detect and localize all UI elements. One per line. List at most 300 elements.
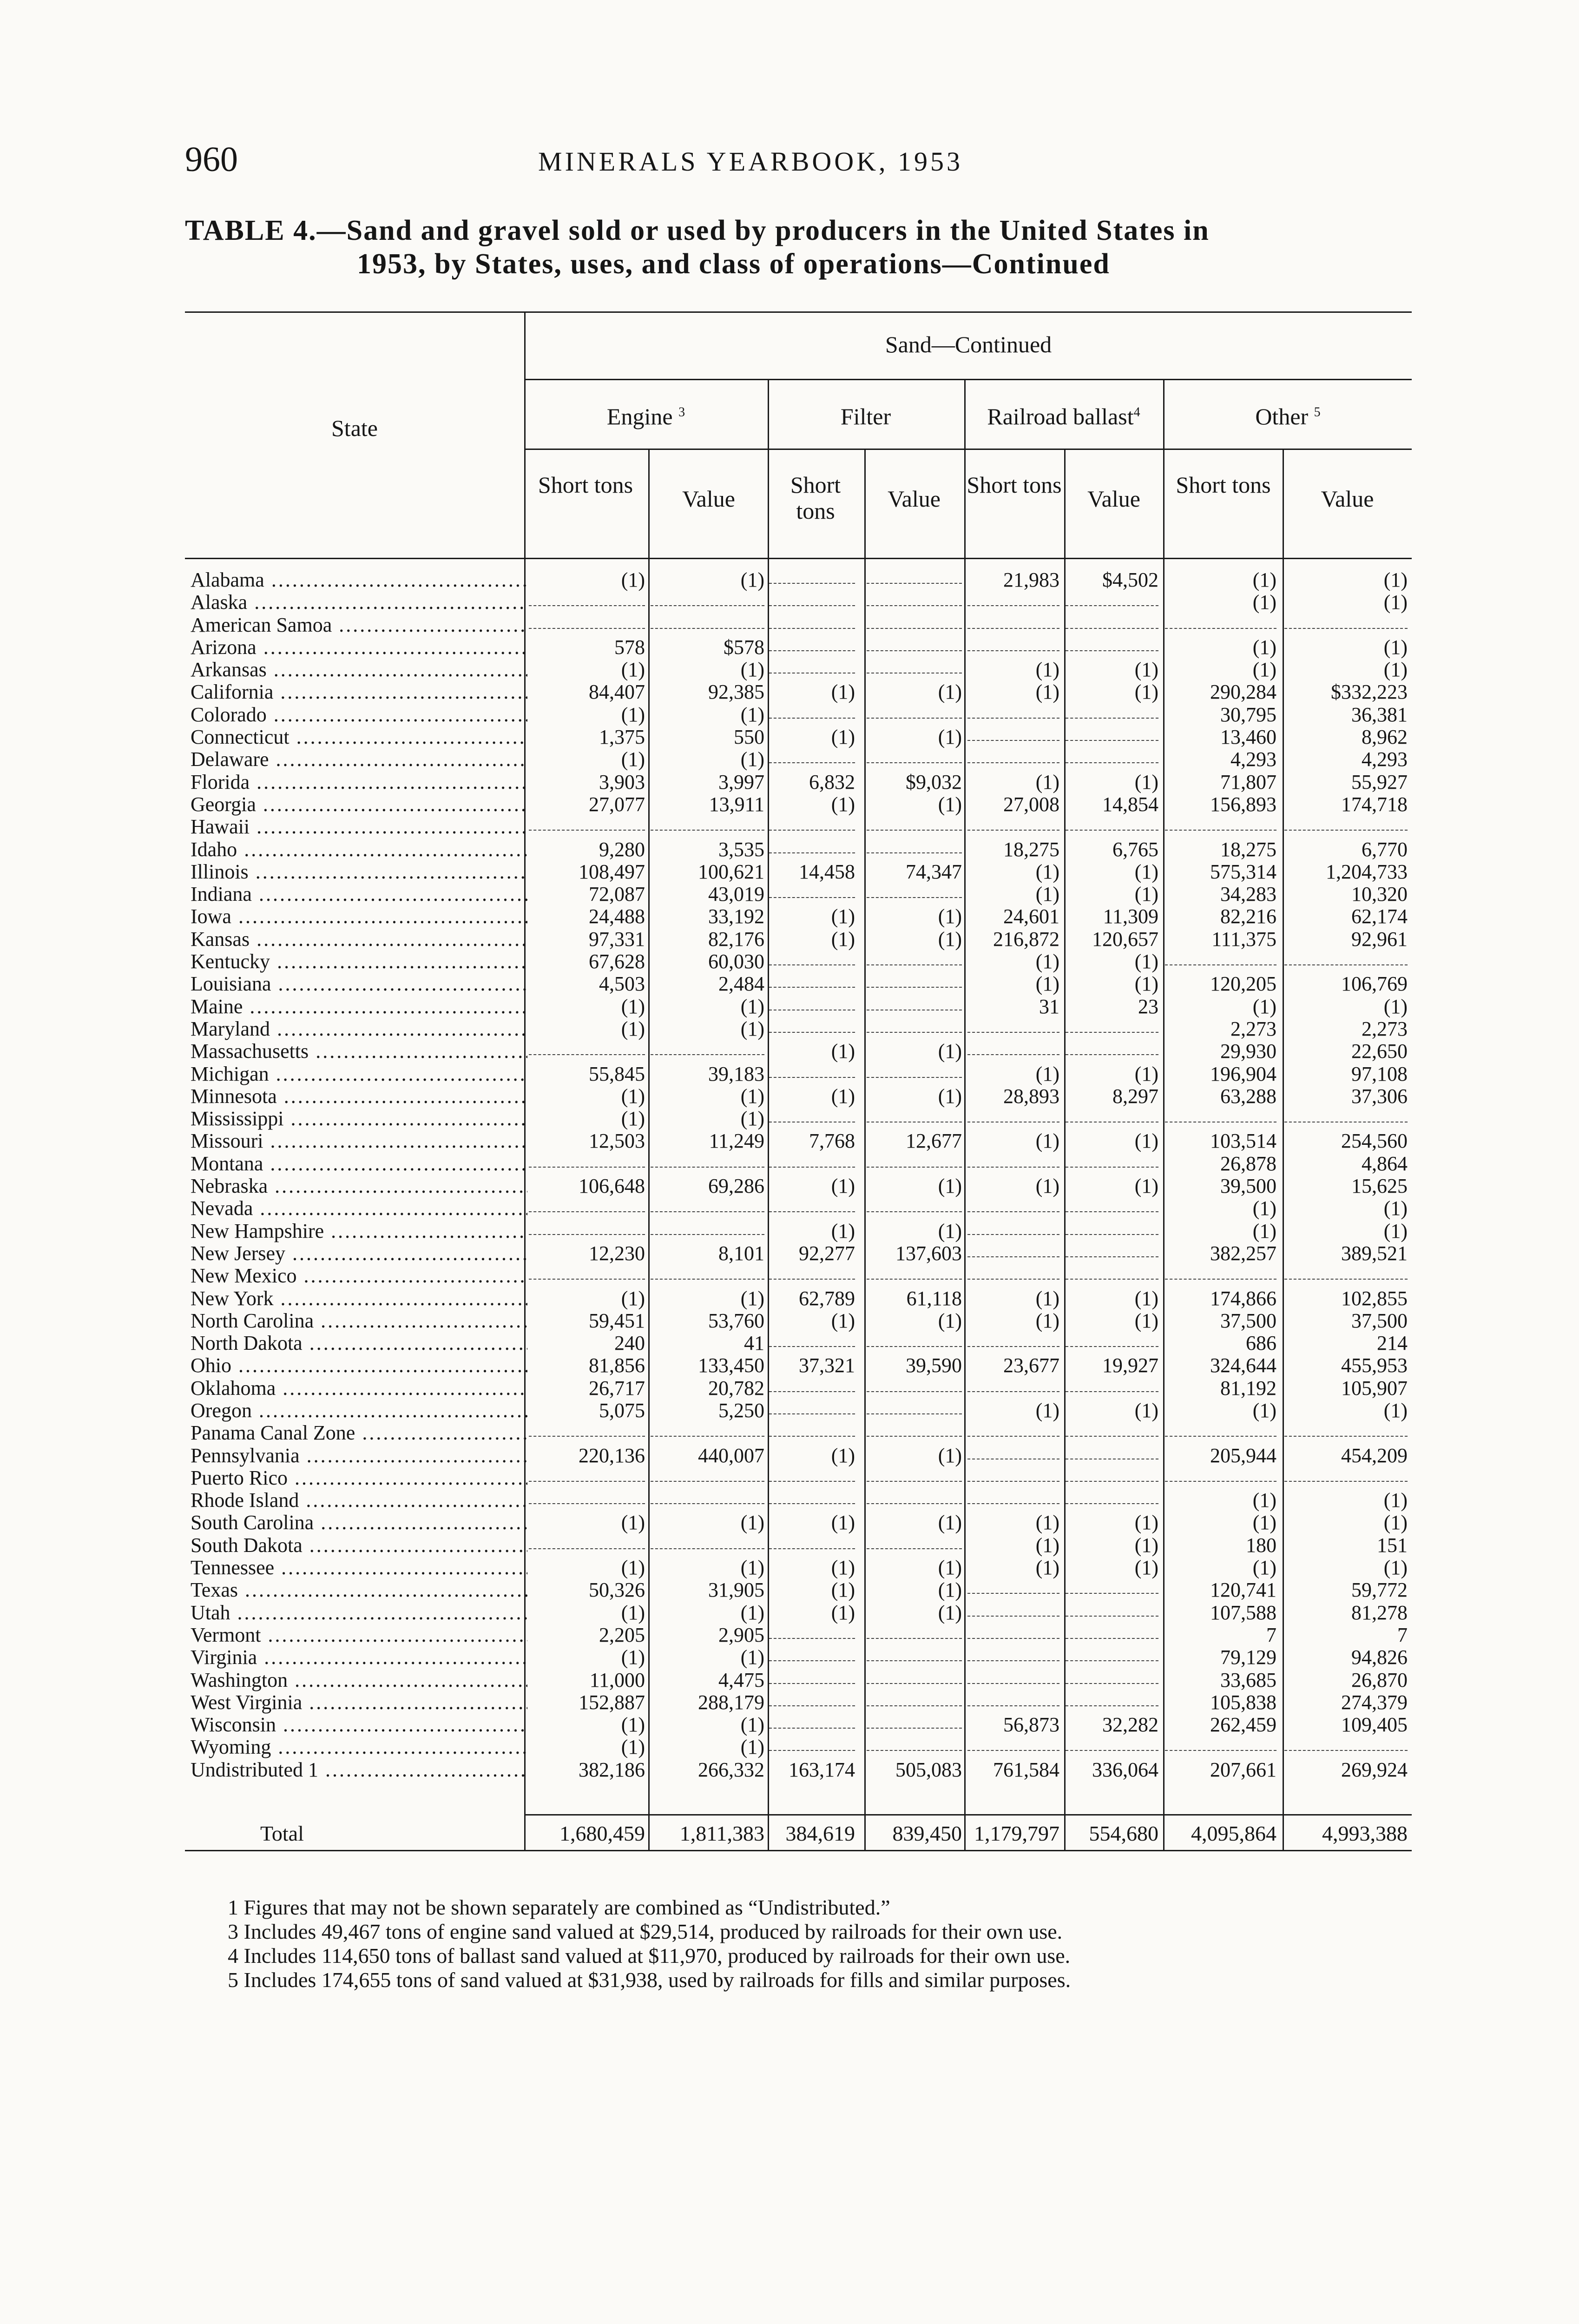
table-cell — [867, 1467, 962, 1482]
table-cell — [1066, 591, 1158, 606]
table-cell: 103,514 — [1210, 1129, 1276, 1153]
state-name: New York ..... — [191, 1287, 527, 1310]
table-cell: 9,280 — [599, 838, 645, 861]
table-row — [191, 1063, 1413, 1085]
table-cell: 205,944 — [1210, 1444, 1276, 1467]
table-cell: (1) — [1134, 1511, 1158, 1534]
table-cell — [651, 1467, 764, 1482]
table-cell: (1) — [831, 1444, 855, 1467]
table-cell: 39,590 — [906, 1354, 962, 1377]
state-name: Oklahoma ..... — [191, 1377, 527, 1400]
table-cell — [867, 838, 962, 853]
table-cell — [867, 1489, 962, 1504]
total-cell: 384,619 — [785, 1822, 855, 1845]
table-cell: (1) — [740, 658, 764, 681]
table-cell: (1) — [1035, 1287, 1059, 1310]
table-cell: 13,911 — [709, 792, 764, 816]
table-cell — [1066, 1691, 1158, 1706]
table-cell: (1) — [938, 726, 962, 749]
table-cell: 220,136 — [579, 1444, 645, 1467]
table-cell — [967, 1624, 1059, 1639]
table-cell: 262,459 — [1210, 1713, 1276, 1736]
table-cell: 55,845 — [589, 1062, 645, 1085]
state-name: New Jersey ..... — [191, 1242, 527, 1265]
table-cell — [967, 1040, 1059, 1055]
table-cell: (1) — [621, 1287, 645, 1310]
table-cell — [651, 614, 764, 629]
table-cell: 4,864 — [1362, 1152, 1408, 1175]
table-cell — [1066, 704, 1158, 719]
table-cell: (1) — [1383, 568, 1408, 591]
table-cell: 120,657 — [1092, 927, 1158, 951]
footnotes — [228, 1895, 1389, 1992]
table-cell — [1066, 1669, 1158, 1684]
table-cell — [1165, 1265, 1276, 1280]
table-cell: (1) — [831, 1084, 855, 1108]
engine-label: Engine — [606, 403, 673, 429]
total-cell: 1,811,383 — [679, 1822, 764, 1845]
state-name: Utah ..... — [191, 1602, 527, 1624]
table-cell: 59,772 — [1351, 1578, 1408, 1602]
table-cell: 174,866 — [1210, 1287, 1276, 1310]
table-cell: (1) — [1134, 1175, 1158, 1198]
table-cell: 71,807 — [1220, 770, 1276, 793]
table-cell: 4,293 — [1362, 748, 1408, 771]
table-cell: 2,273 — [1230, 1017, 1276, 1040]
table-cell: (1) — [831, 1309, 855, 1332]
table-cell: (1) — [1252, 568, 1276, 591]
table-cell — [651, 591, 764, 606]
table-cell: 133,450 — [698, 1354, 764, 1377]
table-cell: (1) — [1383, 1197, 1408, 1220]
table-cell — [967, 1489, 1059, 1504]
table-cell: (1) — [621, 748, 645, 771]
table-cell: 3,903 — [599, 770, 645, 793]
table-cell — [769, 973, 855, 988]
table-cell: 29,930 — [1220, 1040, 1276, 1063]
table-cell: (1) — [1035, 1556, 1059, 1579]
other-note: 5 — [1314, 405, 1321, 420]
table-cell: (1) — [1134, 680, 1158, 704]
table-cell — [529, 816, 645, 831]
table-cell — [867, 1669, 962, 1684]
table-cell: (1) — [938, 905, 962, 928]
table-cell — [867, 883, 962, 898]
filter-label: Filter — [840, 403, 891, 429]
table-cell — [967, 1018, 1059, 1033]
table-cell: 389,521 — [1341, 1241, 1408, 1265]
table-cell: (1) — [1383, 1489, 1408, 1512]
table-cell: 7 — [1266, 1623, 1276, 1646]
table-cell: (1) — [1134, 1129, 1158, 1153]
table-cell — [867, 1646, 962, 1661]
state-name: Indiana ..... — [191, 883, 527, 905]
table-cell: 92,277 — [799, 1241, 855, 1265]
table-cell — [1066, 1153, 1158, 1168]
table-cell: 33,192 — [708, 905, 764, 928]
state-header: State — [331, 415, 378, 441]
table-cell: (1) — [1035, 1533, 1059, 1557]
table-cell: (1) — [938, 1309, 962, 1332]
table-cell — [1066, 816, 1158, 831]
table-cell — [1066, 1018, 1158, 1033]
table-cell — [867, 1153, 962, 1168]
table-cell — [769, 1646, 855, 1661]
table-row — [191, 928, 1413, 951]
table-cell — [529, 1534, 645, 1549]
table-cell: 22,650 — [1351, 1040, 1408, 1063]
table-cell — [529, 1040, 645, 1055]
table-cell — [1066, 1489, 1158, 1504]
filter-value-header: Value — [888, 486, 941, 512]
state-name: Louisiana ..... — [191, 973, 527, 995]
footnote: 3 Includes 49,467 tons of engine sand valued at $29,514, produced by railroads for their own use. — [228, 1920, 1063, 1943]
table-row — [191, 771, 1413, 793]
state-name: Maine ..... — [191, 996, 527, 1018]
table-cell: 74,347 — [906, 860, 962, 883]
table-cell — [769, 1422, 855, 1437]
table-cell: 39,500 — [1220, 1175, 1276, 1198]
table-row — [191, 816, 1413, 838]
table-cell: (1) — [1134, 860, 1158, 883]
state-name: Mississippi ..... — [191, 1108, 527, 1130]
table-cell: (1) — [1134, 1062, 1158, 1085]
table-cell — [769, 748, 855, 763]
table-cell: (1) — [740, 1017, 764, 1040]
table-cell — [769, 1332, 855, 1347]
table-cell — [867, 996, 962, 1010]
table-cell — [1165, 1422, 1276, 1437]
state-name: Kentucky ..... — [191, 951, 527, 973]
total-cell: 4,993,388 — [1322, 1822, 1408, 1845]
table-bottom-rule — [185, 1850, 1412, 1851]
state-name: Connecticut ..... — [191, 726, 527, 748]
table-cell: 2,484 — [718, 972, 764, 996]
table-cell — [769, 1691, 855, 1706]
table-cell — [867, 1108, 962, 1122]
table-cell: 27,008 — [1003, 792, 1059, 816]
table-cell: (1) — [938, 1511, 962, 1534]
table-cell: 12,677 — [906, 1129, 962, 1153]
state-name: Delaware ..... — [191, 748, 527, 771]
table-cell — [1066, 1377, 1158, 1392]
state-name: Maryland ..... — [191, 1018, 527, 1040]
table-cell — [867, 659, 962, 673]
table-cell: 81,856 — [589, 1354, 645, 1377]
table-cell — [967, 704, 1059, 719]
table-cell — [967, 1197, 1059, 1212]
table-cell: 61,118 — [906, 1287, 962, 1310]
table-cell — [967, 1579, 1059, 1594]
table-cell: 274,379 — [1341, 1690, 1408, 1714]
table-cell: (1) — [1035, 680, 1059, 704]
filter-header — [769, 403, 963, 429]
table-row — [191, 1197, 1413, 1220]
table-cell — [967, 1602, 1059, 1617]
state-name: Oregon ..... — [191, 1400, 527, 1422]
state-name: Illinois ..... — [191, 861, 527, 883]
table-row — [191, 1085, 1413, 1108]
table-cell — [867, 816, 962, 831]
total-cell: 839,450 — [892, 1822, 962, 1845]
table-cell — [769, 1669, 855, 1684]
table-cell: (1) — [621, 1601, 645, 1624]
table-cell: (1) — [938, 1578, 962, 1602]
table-cell: $9,032 — [906, 770, 962, 793]
table-cell: 120,205 — [1210, 972, 1276, 996]
table-cell: $578 — [724, 635, 764, 659]
table-cell — [1066, 1467, 1158, 1482]
table-cell: (1) — [938, 1219, 962, 1242]
table-cell: 39,183 — [708, 1062, 764, 1085]
table-cell — [867, 1714, 962, 1729]
table-cell: (1) — [1134, 770, 1158, 793]
table-cell: (1) — [1383, 1511, 1408, 1534]
table-cell: 26,717 — [589, 1376, 645, 1400]
table-cell: 97,108 — [1351, 1062, 1408, 1085]
table-cell — [529, 1265, 645, 1280]
state-name: Michigan ..... — [191, 1063, 527, 1085]
state-name: Montana ..... — [191, 1153, 527, 1175]
table-cell — [967, 1691, 1059, 1706]
state-name: West Virginia ..... — [191, 1691, 527, 1714]
table-cell: 163,174 — [789, 1758, 855, 1781]
table-cell: 106,769 — [1341, 972, 1408, 996]
table-cell — [867, 1063, 962, 1078]
table-cell: (1) — [1252, 658, 1276, 681]
table-cell — [769, 1489, 855, 1504]
table-cell — [867, 973, 962, 988]
table-cell: 336,064 — [1092, 1758, 1158, 1781]
table-cell: 2,273 — [1362, 1017, 1408, 1040]
table-cell: 8,962 — [1362, 726, 1408, 749]
table-row — [191, 1153, 1413, 1175]
state-name: Texas ..... — [191, 1579, 527, 1601]
table-cell: (1) — [831, 726, 855, 749]
state-name: Minnesota ..... — [191, 1085, 527, 1108]
state-name: Wisconsin ..... — [191, 1714, 527, 1736]
table-cell — [1284, 1736, 1408, 1751]
table-cell: 62,174 — [1351, 905, 1408, 928]
table-row — [191, 748, 1413, 771]
table-cell: 33,685 — [1220, 1668, 1276, 1691]
state-name: Pennsylvania ..... — [191, 1445, 527, 1467]
table-cell: 207,661 — [1210, 1758, 1276, 1781]
table-cell — [1066, 1646, 1158, 1661]
footnote: 1 Figures that may not be shown separately are combined as “Undistributed.” — [228, 1895, 890, 1919]
table-cell — [1284, 816, 1408, 831]
state-name: New Hampshire ..... — [191, 1220, 527, 1242]
table-cell: 92,961 — [1351, 927, 1408, 951]
table-cell: (1) — [740, 748, 764, 771]
table-cell: 100,621 — [698, 860, 764, 883]
table-cell — [769, 1624, 855, 1639]
table-cell — [1066, 636, 1158, 651]
table-cell — [1066, 1197, 1158, 1212]
table-cell — [651, 1197, 764, 1212]
table-cell — [769, 1377, 855, 1392]
table-row — [191, 569, 1413, 591]
table-cell: 151 — [1377, 1533, 1408, 1557]
table-cell — [769, 636, 855, 651]
table-cell: 67,628 — [589, 950, 645, 973]
table-cell — [1284, 1265, 1408, 1280]
table-cell: 53,760 — [708, 1309, 764, 1332]
table-cell: 14,458 — [799, 860, 855, 883]
table-cell: (1) — [831, 1578, 855, 1602]
table-cell — [867, 1197, 962, 1212]
table-cell — [1066, 1579, 1158, 1594]
table-cell — [769, 996, 855, 1010]
table-row — [191, 1377, 1413, 1400]
table-cell — [769, 1467, 855, 1482]
table-cell: (1) — [1035, 1062, 1059, 1085]
table-cell — [967, 1377, 1059, 1392]
footnote: 4 Includes 114,650 tons of ballast sand valued at $11,970, produced by railroads for their own use. — [228, 1944, 1071, 1967]
table-cell: 575,314 — [1210, 860, 1276, 883]
table-cell — [651, 816, 764, 831]
table-row — [191, 636, 1413, 659]
state-name: Missouri ..... — [191, 1130, 527, 1152]
state-name: American Samoa ..... — [191, 614, 527, 636]
table-cell: 578 — [614, 635, 645, 659]
group-rule — [524, 379, 1412, 380]
table-cell: 102,855 — [1341, 1287, 1408, 1310]
table-cell: 20,782 — [708, 1376, 764, 1400]
table-cell: (1) — [938, 1084, 962, 1108]
table-cell — [769, 1063, 855, 1078]
page-number: 960 — [185, 140, 238, 179]
other-header — [1164, 403, 1412, 429]
table-cell: (1) — [1383, 995, 1408, 1018]
table-cell: 290,284 — [1210, 680, 1276, 704]
state-name: Georgia ..... — [191, 793, 527, 816]
table-cell — [867, 1736, 962, 1751]
table-cell — [1066, 614, 1158, 629]
table-cell: (1) — [1383, 658, 1408, 681]
table-cell: 120,741 — [1210, 1578, 1276, 1602]
table-cell — [769, 1018, 855, 1033]
table-cell: (1) — [1134, 883, 1158, 906]
table-cell: 254,560 — [1341, 1129, 1408, 1153]
table-cell: 37,500 — [1351, 1309, 1408, 1332]
table-cell: (1) — [938, 927, 962, 951]
table-cell — [769, 1714, 855, 1729]
table-row — [191, 1422, 1413, 1444]
table-cell: (1) — [938, 1040, 962, 1063]
table-cell: (1) — [938, 792, 962, 816]
table-cell — [1066, 1624, 1158, 1639]
table-cell — [1165, 1736, 1276, 1751]
table-cell: 56,873 — [1003, 1713, 1059, 1736]
table-cell: 8,297 — [1112, 1084, 1158, 1108]
table-cell: 31,905 — [708, 1578, 764, 1602]
state-name: Hawaii ..... — [191, 816, 527, 838]
table-cell: 37,321 — [799, 1354, 855, 1377]
page-header — [185, 139, 1412, 181]
table-cell: 10,320 — [1351, 883, 1408, 906]
running-title: MINERALS YEARBOOK, 1953 — [538, 146, 963, 177]
table-cell: 454,209 — [1341, 1444, 1408, 1467]
table-cell: 3,997 — [718, 770, 764, 793]
railroad-ballast-note: 4 — [1133, 405, 1140, 420]
table-row — [191, 1646, 1413, 1669]
state-name: Kansas ..... — [191, 928, 527, 951]
table-cell: 8,101 — [718, 1241, 764, 1265]
table-cell: (1) — [1252, 591, 1276, 614]
table-cell — [967, 1153, 1059, 1168]
table-cell: 1,204,733 — [1326, 860, 1408, 883]
state-name: Florida ..... — [191, 771, 527, 793]
table-cell: (1) — [1252, 635, 1276, 659]
table-cell: (1) — [831, 680, 855, 704]
table-cell: 440,007 — [698, 1444, 764, 1467]
table-cell: 216,872 — [993, 927, 1059, 951]
state-name: Vermont ..... — [191, 1624, 527, 1646]
state-name: Wyoming ..... — [191, 1736, 527, 1758]
table-cell: 4,503 — [599, 972, 645, 996]
table-cell — [529, 1153, 645, 1168]
table-cell — [769, 951, 855, 965]
table-cell: 26,870 — [1351, 1668, 1408, 1691]
table-cell — [1066, 1265, 1158, 1280]
table-cell — [769, 838, 855, 853]
table-cell: 23 — [1138, 995, 1158, 1018]
table-cell — [769, 1534, 855, 1549]
table-cell: (1) — [740, 1556, 764, 1579]
table-row — [191, 1445, 1413, 1467]
table-cell: 108,497 — [579, 860, 645, 883]
filter-short-tons-header: Short tons — [790, 472, 841, 524]
table-cell: 31 — [1039, 995, 1059, 1018]
table-cell: 24,488 — [589, 905, 645, 928]
table-cell: 105,907 — [1341, 1376, 1408, 1400]
state-name: Undistributed 1 ..... — [191, 1759, 527, 1781]
table-cell: 84,407 — [589, 680, 645, 704]
table-cell — [769, 614, 855, 629]
table-cell: 24,601 — [1003, 905, 1059, 928]
table-cell: (1) — [1252, 1489, 1276, 1512]
table-cell: 180 — [1246, 1533, 1276, 1557]
table-cell: 81,192 — [1220, 1376, 1276, 1400]
table-cell: (1) — [831, 1175, 855, 1198]
table-cell: (1) — [1134, 972, 1158, 996]
table-cell — [1165, 816, 1276, 831]
table-cell: 105,838 — [1210, 1690, 1276, 1714]
state-name: South Carolina ..... — [191, 1512, 527, 1534]
table-cell: 174,718 — [1341, 792, 1408, 816]
table-cell: 37,500 — [1220, 1309, 1276, 1332]
table-cell: 62,789 — [799, 1287, 855, 1310]
table-row — [191, 1175, 1413, 1197]
table-cell — [867, 1422, 962, 1437]
table-cell: 37,306 — [1351, 1084, 1408, 1108]
total-cell: 1,179,797 — [974, 1822, 1059, 1845]
table-cell: (1) — [1134, 950, 1158, 973]
table-cell — [1066, 1736, 1158, 1751]
table-row — [191, 973, 1413, 995]
table-cell: 5,250 — [718, 1399, 764, 1422]
state-name: Arizona ..... — [191, 636, 527, 659]
table-cell — [529, 591, 645, 606]
table-row — [191, 1108, 1413, 1130]
table-cell: (1) — [1035, 770, 1059, 793]
table-cell: 18,275 — [1003, 838, 1059, 861]
table-cell — [1066, 1445, 1158, 1459]
table-cell: 19,927 — [1102, 1354, 1158, 1377]
table-cell: (1) — [1252, 1197, 1276, 1220]
table-cell — [1165, 1467, 1276, 1482]
